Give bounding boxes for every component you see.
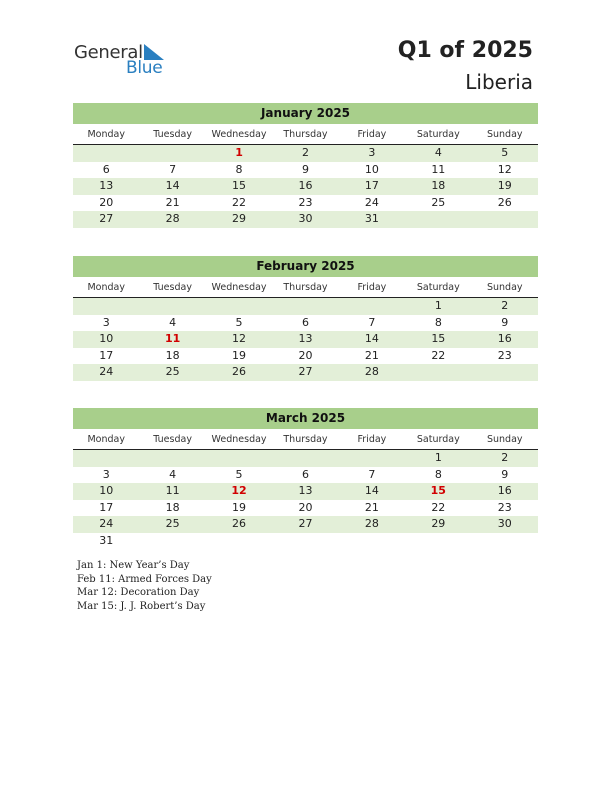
weekday-label: Tuesday	[153, 434, 192, 445]
day-cell: 14	[364, 332, 379, 345]
day-cell: 13	[298, 332, 313, 345]
weekday-label: Thursday	[283, 282, 328, 293]
month-calendar-february	[73, 256, 538, 381]
month-title: March 2025	[73, 408, 538, 429]
day-cell: 29	[431, 517, 446, 530]
logo-text-general: General	[74, 42, 143, 63]
day-cell	[139, 145, 205, 162]
day-cell	[139, 298, 205, 315]
day-cell: 18	[431, 179, 446, 192]
page-title: Q1 of 2025	[397, 38, 533, 63]
weekday-label: Thursday	[283, 434, 328, 445]
day-cell: 4	[169, 315, 177, 329]
weekday-label: Thursday	[283, 129, 328, 140]
day-cell: 22	[232, 195, 247, 209]
weekday-label: Wednesday	[211, 282, 267, 293]
day-cell: 22	[431, 500, 446, 514]
logo	[74, 42, 174, 78]
week-row	[73, 450, 538, 467]
day-cell	[472, 364, 538, 381]
day-cell: 19	[497, 179, 512, 192]
day-cell: 2	[501, 299, 509, 312]
day-cell: 20	[298, 348, 313, 362]
day-cell	[339, 450, 405, 467]
day-cell: 14	[364, 484, 379, 497]
day-cell: 11	[431, 162, 446, 176]
day-cell: 20	[298, 500, 313, 514]
day-cell	[206, 533, 272, 550]
country-name: Liberia	[465, 70, 533, 94]
day-cell: 30	[298, 212, 313, 225]
day-cell: 6	[102, 162, 110, 176]
day-cell: 9	[501, 315, 509, 329]
day-cell: 31	[99, 533, 114, 547]
day-cell	[339, 298, 405, 315]
weekday-label: Friday	[357, 434, 387, 445]
week-row	[73, 178, 538, 195]
logo-text-blue: Blue	[126, 58, 163, 78]
day-cell: 21	[165, 195, 180, 209]
day-cell: 9	[501, 467, 509, 481]
week-row	[73, 211, 538, 228]
day-cell: 18	[165, 500, 180, 514]
day-cell: 27	[298, 365, 313, 378]
day-cell	[139, 450, 205, 467]
day-cell: 23	[497, 348, 512, 362]
weekday-label: Saturday	[416, 282, 460, 293]
day-cell: 4	[169, 467, 177, 481]
weekday-label: Sunday	[486, 434, 523, 445]
day-cell	[73, 145, 139, 162]
day-cell: 17	[99, 348, 114, 362]
day-cell: 26	[232, 517, 247, 530]
weekday-label: Friday	[357, 129, 387, 140]
day-cell: 2	[301, 146, 309, 159]
day-cell: 19	[232, 500, 247, 514]
day-cell	[73, 450, 139, 467]
weekday-label: Wednesday	[211, 434, 267, 445]
day-cell: 21	[364, 348, 379, 362]
day-cell: 31	[364, 212, 379, 225]
day-cell: 3	[102, 315, 110, 329]
day-cell: 7	[368, 467, 376, 481]
day-cell: 27	[99, 212, 114, 225]
day-cell: 21	[364, 500, 379, 514]
holiday-day-cell: 1	[235, 146, 243, 159]
day-cell: 8	[434, 467, 442, 481]
weekday-label: Sunday	[486, 282, 523, 293]
holiday-note: Feb 11: Armed Forces Day	[77, 573, 212, 585]
day-cell: 13	[99, 179, 114, 192]
day-cell: 3	[368, 146, 376, 159]
day-cell: 18	[165, 348, 180, 362]
weekday-header-row	[73, 432, 538, 450]
weekday-label: Tuesday	[153, 129, 192, 140]
day-cell	[339, 533, 405, 550]
week-row	[73, 364, 538, 381]
week-row	[73, 162, 538, 179]
week-row	[73, 145, 538, 162]
day-cell: 10	[99, 332, 114, 345]
week-row	[73, 331, 538, 348]
holiday-note: Mar 15: J. J. Robert’s Day	[77, 600, 206, 612]
month-title: January 2025	[73, 103, 538, 124]
weekday-label: Monday	[87, 282, 125, 293]
day-cell: 25	[165, 517, 180, 530]
day-cell	[73, 298, 139, 315]
week-row	[73, 500, 538, 517]
day-cell	[272, 533, 338, 550]
day-cell: 20	[99, 195, 114, 209]
day-cell: 19	[232, 348, 247, 362]
holiday-day-cell: 15	[430, 484, 446, 497]
day-cell: 17	[99, 500, 114, 514]
day-cell: 23	[497, 500, 512, 514]
day-cell: 25	[431, 195, 446, 209]
day-cell: 28	[165, 212, 180, 225]
day-cell: 23	[298, 195, 313, 209]
day-cell	[405, 364, 471, 381]
day-cell: 16	[298, 179, 313, 192]
day-cell: 8	[434, 315, 442, 329]
week-row	[73, 516, 538, 533]
day-cell: 7	[169, 162, 177, 176]
weekday-label: Saturday	[416, 129, 460, 140]
day-cell: 3	[102, 467, 110, 481]
day-cell: 26	[232, 365, 247, 378]
day-cell	[405, 533, 471, 550]
day-cell: 15	[232, 179, 247, 192]
day-cell: 5	[501, 146, 509, 159]
day-cell: 22	[431, 348, 446, 362]
day-cell: 28	[364, 365, 379, 378]
holiday-notes	[77, 559, 212, 613]
day-cell: 10	[364, 162, 379, 176]
day-cell: 14	[165, 179, 180, 192]
weekday-label: Tuesday	[153, 282, 192, 293]
week-row	[73, 195, 538, 212]
day-cell	[206, 298, 272, 315]
day-cell: 24	[99, 365, 114, 378]
day-cell: 15	[431, 332, 446, 345]
day-cell: 12	[232, 332, 247, 345]
day-cell: 6	[301, 467, 309, 481]
week-row	[73, 315, 538, 332]
holiday-day-cell: 12	[231, 484, 247, 497]
weekday-label: Wednesday	[211, 129, 267, 140]
month-calendar-january	[73, 103, 538, 228]
day-cell: 5	[235, 315, 243, 329]
week-row	[73, 298, 538, 315]
day-cell: 24	[99, 517, 114, 530]
day-cell: 2	[501, 451, 509, 464]
day-cell: 12	[497, 162, 512, 176]
weekday-label: Friday	[357, 282, 387, 293]
day-cell: 28	[364, 517, 379, 530]
holiday-day-cell: 11	[164, 332, 181, 345]
day-cell: 1	[434, 299, 442, 312]
day-cell: 10	[99, 484, 114, 497]
day-cell: 30	[497, 517, 512, 530]
month-calendar-march	[73, 408, 538, 549]
week-row	[73, 483, 538, 500]
day-cell: 29	[232, 212, 247, 225]
day-cell	[272, 450, 338, 467]
day-cell: 11	[165, 484, 180, 497]
day-cell	[405, 211, 471, 228]
day-cell: 25	[165, 365, 180, 378]
day-cell: 13	[298, 484, 313, 497]
day-cell	[206, 450, 272, 467]
day-cell	[139, 533, 205, 550]
day-cell: 5	[235, 467, 243, 481]
weekday-header-row	[73, 280, 538, 298]
day-cell: 8	[235, 162, 243, 176]
day-cell: 16	[497, 484, 512, 497]
day-cell: 4	[434, 146, 442, 159]
month-title: February 2025	[73, 256, 538, 277]
holiday-note: Mar 12: Decoration Day	[77, 587, 200, 598]
day-cell	[472, 533, 538, 550]
week-row	[73, 467, 538, 484]
day-cell: 17	[364, 179, 379, 192]
day-cell	[472, 211, 538, 228]
day-cell: 26	[497, 195, 512, 209]
day-cell: 1	[434, 451, 442, 464]
holiday-note: Jan 1: New Year’s Day	[77, 560, 190, 571]
day-cell: 6	[301, 315, 309, 329]
weekday-label: Monday	[87, 129, 125, 140]
week-row	[73, 348, 538, 365]
weekday-header-row	[73, 127, 538, 145]
day-cell: 7	[368, 315, 376, 329]
day-cell: 9	[301, 162, 309, 176]
weekday-label: Monday	[87, 434, 125, 445]
day-cell: 24	[364, 195, 379, 209]
weekday-label: Saturday	[416, 434, 460, 445]
day-cell: 27	[298, 517, 313, 530]
day-cell: 16	[497, 332, 512, 345]
week-row	[73, 533, 538, 550]
day-cell	[272, 298, 338, 315]
weekday-label: Sunday	[486, 129, 523, 140]
